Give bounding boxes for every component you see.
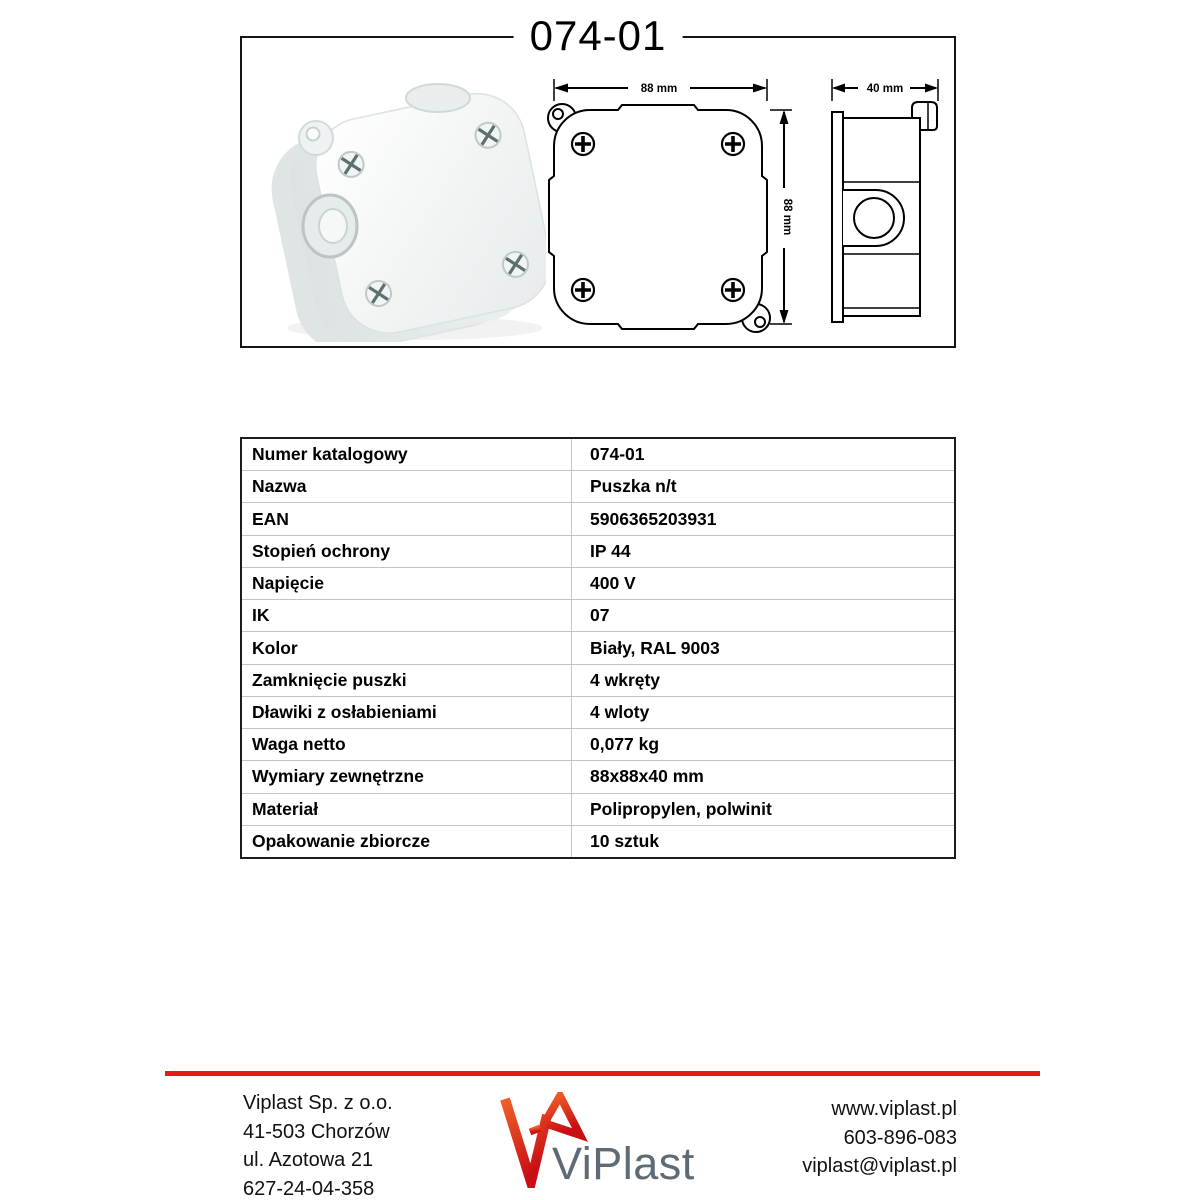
spec-table-body xyxy=(242,439,954,857)
spec-value: 400 V xyxy=(590,573,636,594)
table-row xyxy=(242,471,954,503)
ear-hole xyxy=(755,317,765,327)
spec-value: 10 sztuk xyxy=(590,830,660,851)
table-row xyxy=(242,826,954,857)
cable-gland-top xyxy=(406,84,470,112)
screw-icon xyxy=(572,133,594,155)
table-row xyxy=(242,794,954,826)
spec-value: 07 xyxy=(590,605,610,626)
table-row xyxy=(242,568,954,600)
spec-label: Materiał xyxy=(242,794,572,825)
spec-value: 4 wkręty xyxy=(590,669,661,690)
spec-label: EAN xyxy=(242,503,572,534)
table-row xyxy=(242,632,954,664)
spec-label: Zamknięcie puszki xyxy=(242,665,572,696)
spec-value: Puszka n/t xyxy=(590,476,677,497)
screw-icon xyxy=(572,279,594,301)
contact-email: viplast@viplast.pl xyxy=(802,1155,957,1177)
spec-value: 5906365203931 xyxy=(590,508,717,529)
company-name: Viplast Sp. z o.o. xyxy=(243,1092,393,1114)
spec-value: IP 44 xyxy=(590,540,631,561)
box-body xyxy=(260,85,546,342)
table-row xyxy=(242,697,954,729)
spec-value: 88x88x40 mm xyxy=(590,766,704,787)
contact-website: www.viplast.pl xyxy=(831,1098,957,1120)
spec-label: Numer katalogowy xyxy=(242,439,572,470)
company-city: 41-503 Chorzów xyxy=(243,1120,390,1143)
product-photo xyxy=(250,54,546,347)
spec-label: Stopień ochrony xyxy=(242,536,572,567)
cable-gland-side xyxy=(303,195,357,257)
table-row xyxy=(242,761,954,793)
screw-icon xyxy=(722,133,744,155)
spec-label: Wymiary zewnętrzne xyxy=(242,761,572,792)
table-row xyxy=(242,729,954,761)
table-row xyxy=(242,536,954,568)
table-row xyxy=(242,503,954,535)
company-phone: 627-24-04-358 xyxy=(243,1177,375,1200)
company-address-block xyxy=(243,1089,393,1200)
viplast-logo-text: ViPlast xyxy=(552,1138,695,1189)
table-row xyxy=(242,665,954,697)
junction-box-photo xyxy=(250,54,546,342)
contact-phone: 603-896-083 xyxy=(843,1126,957,1149)
spec-label: Kolor xyxy=(242,632,572,663)
table-row xyxy=(242,600,954,632)
width-label: 88 mm xyxy=(640,83,678,95)
mounting-ear xyxy=(299,121,333,155)
spec-value: 074-01 xyxy=(590,444,645,465)
screw-icon xyxy=(722,279,744,301)
spec-value: 0,077 kg xyxy=(590,734,660,755)
company-street: ul. Azotowa 21 xyxy=(243,1149,374,1171)
side-view-drawing xyxy=(824,76,952,341)
spec-value: Polipropylen, polwinit xyxy=(590,798,772,819)
side-view-svg xyxy=(824,76,952,336)
depth-label: 40 mm xyxy=(866,83,904,95)
spec-table xyxy=(240,437,956,859)
contact-block xyxy=(802,1095,957,1181)
spec-label: Dławiki z osłabieniami xyxy=(242,697,572,728)
spec-value: Biały, RAL 9003 xyxy=(590,637,720,658)
spec-label: Opakowanie zbiorcze xyxy=(242,826,572,857)
product-image-panel xyxy=(240,12,956,348)
table-row xyxy=(242,439,954,471)
spec-value: 4 wloty xyxy=(590,701,650,722)
height-label: 88 mm xyxy=(781,198,793,236)
side-lid xyxy=(832,112,843,322)
gland-hole xyxy=(854,198,894,238)
spec-label: Waga netto xyxy=(242,729,572,760)
footer-divider xyxy=(165,1071,1040,1076)
page-title: 074-01 xyxy=(514,12,683,60)
spec-label: IK xyxy=(242,600,572,631)
front-view-svg xyxy=(544,76,794,336)
spec-label: Nazwa xyxy=(242,471,572,502)
spec-label: Napięcie xyxy=(242,568,572,599)
ear-hole xyxy=(553,109,563,119)
front-view-drawing xyxy=(544,76,794,341)
